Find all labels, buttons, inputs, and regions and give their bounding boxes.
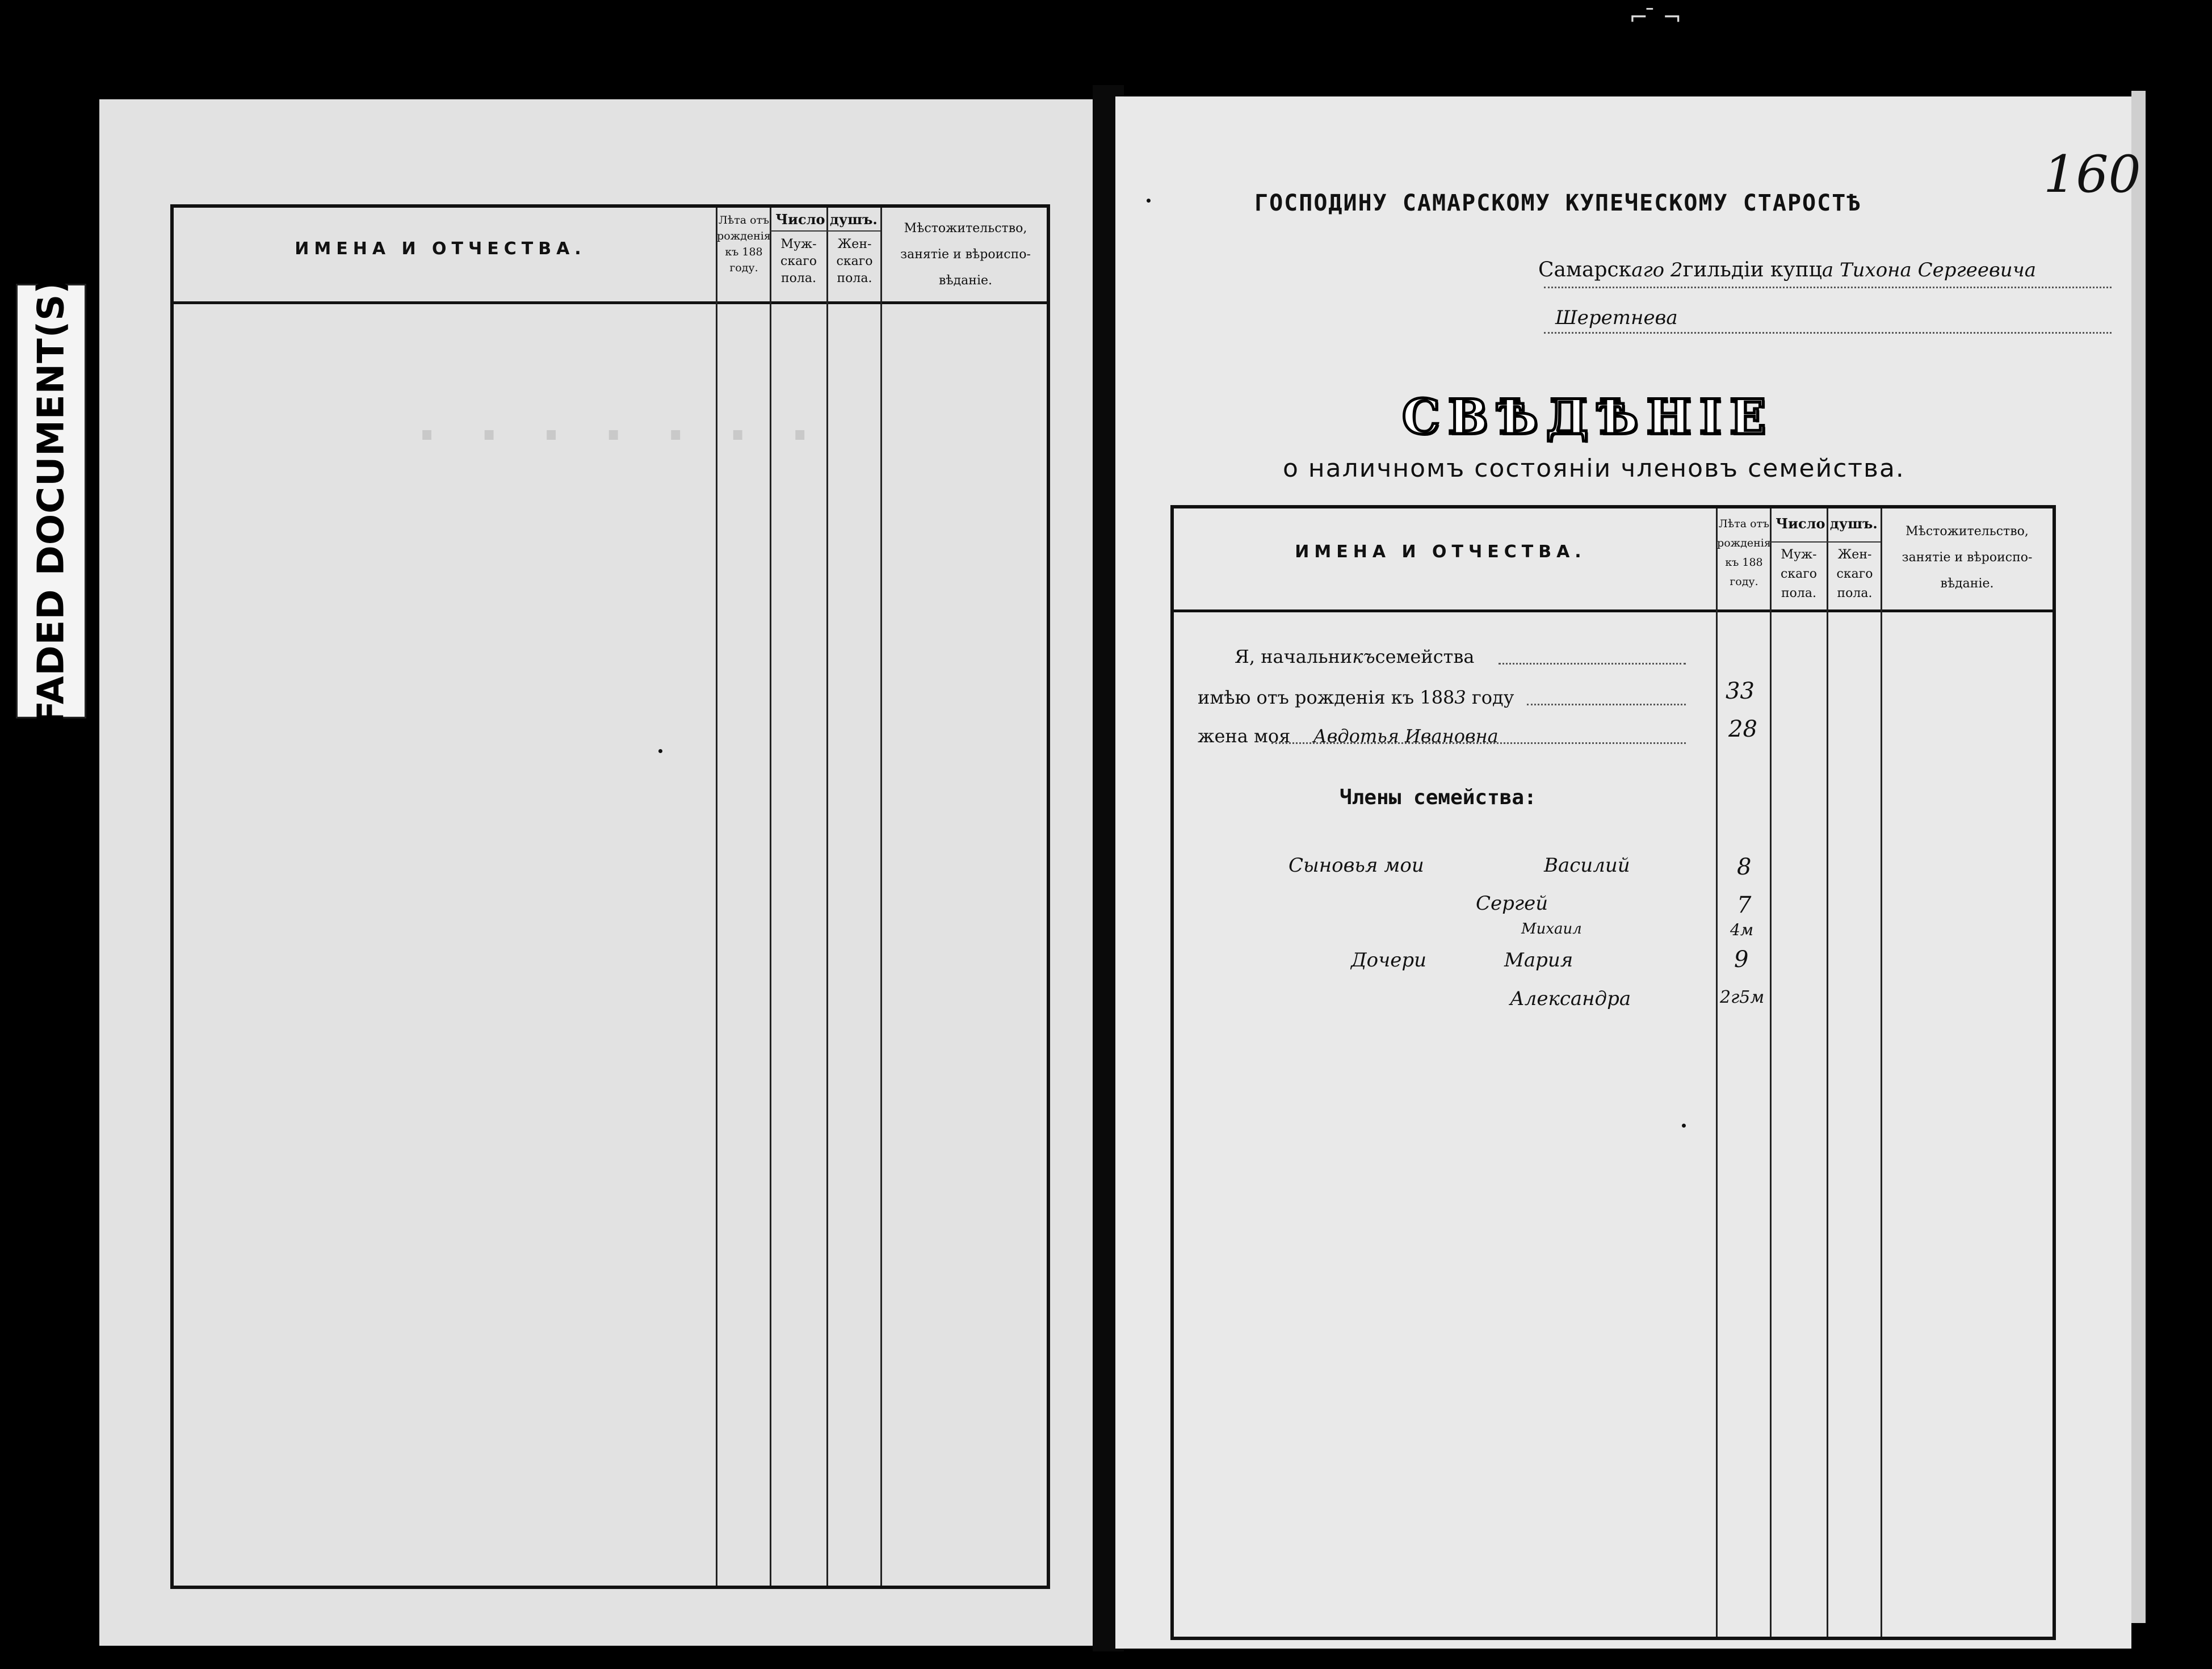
member-name: Мария	[1504, 949, 1573, 972]
document-subtitle: о наличномъ состояніи членовъ семейства.	[1283, 454, 1905, 483]
header-rule	[1174, 609, 2052, 612]
row-rule	[1527, 704, 1686, 705]
years-header: Лѣта отъ рожденія къ 188 году.	[1717, 518, 1771, 588]
wife-age: 28	[1728, 716, 1757, 742]
wife-row: жена моя Авдотья Ивановна	[1198, 725, 1499, 747]
residence-header: Мѣстожительство, занятіе и вѣроиспо- вѣданіе.	[1902, 524, 2033, 591]
speck	[1147, 199, 1151, 203]
member-name: Александра	[1510, 987, 1631, 1010]
address-line: ГОСПОДИНУ САМАРСКОМУ КУПЕЧЕСКОМУ СТАРОСТѢ	[1254, 190, 1862, 216]
left-register-table	[170, 204, 1050, 1589]
member-name: Сергей	[1476, 892, 1548, 915]
page-edges	[2131, 91, 2146, 1623]
male-header: Муж- скаго пола.	[1781, 548, 1817, 600]
top-edge-mark: ⌐ ̄ ¬	[1629, 5, 1682, 31]
residence-header: Мѣстожительство, занятіе и вѣроиспо- вѣданіе.	[900, 221, 1031, 288]
faded-documents-stamp	[16, 276, 86, 726]
row-rule	[1499, 663, 1686, 665]
col-divider	[1716, 508, 1718, 1637]
member-age: 7	[1737, 892, 1752, 918]
surname-line: Шеретнева	[1555, 306, 1678, 329]
souls-header: Число душъ.	[1776, 515, 1878, 532]
members-title: Члены семейства:	[1340, 786, 1537, 809]
souls-rule	[1770, 541, 1881, 543]
member-age: 9	[1734, 947, 1749, 973]
souls-rule	[770, 230, 880, 232]
folio-number: 160	[2043, 145, 2141, 204]
right-register-table	[1170, 505, 2056, 1640]
member-name: Василий	[1544, 854, 1630, 877]
merchant-line-rule	[1544, 287, 2112, 288]
female-header: Жен- скаго пола.	[1836, 548, 1873, 600]
years-header: Лѣта отъ рожденія къ 188 году.	[717, 214, 771, 274]
col-divider	[1881, 508, 1882, 1637]
female-header: Жен- скаго пола.	[836, 237, 873, 285]
stamp-text: FADED DOCUMENT(S)	[30, 276, 72, 726]
document-title: СВѢДѢНІЕ	[1402, 389, 1774, 445]
col-divider	[826, 208, 828, 1586]
col-divider	[716, 208, 717, 1586]
speck	[658, 749, 662, 753]
header-rule	[174, 301, 1047, 304]
row-rule	[1271, 742, 1686, 744]
member-name: Михаил	[1521, 920, 1582, 938]
member-relation: Дочери	[1351, 949, 1427, 972]
col-divider	[880, 208, 882, 1586]
surname-line-rule	[1544, 332, 2112, 334]
birth-year-row: имѣю отъ рожденія къ 1883 году	[1198, 687, 1514, 708]
names-header: ИМЕНА И ОТЧЕСТВА.	[295, 239, 586, 259]
head-age: 33	[1726, 678, 1755, 704]
col-divider	[1827, 508, 1828, 1637]
names-header: ИМЕНА И ОТЧЕСТВА.	[1295, 542, 1586, 562]
male-header: Муж- скаго пола.	[780, 237, 817, 285]
member-relation: Сыновья мои	[1288, 854, 1424, 877]
speck	[1682, 1124, 1686, 1128]
col-divider	[1770, 508, 1772, 1637]
member-age: 2г5м	[1720, 987, 1765, 1007]
col-divider	[770, 208, 771, 1586]
souls-header: Число душъ.	[775, 211, 878, 228]
member-age: 4м	[1730, 920, 1754, 939]
member-age: 8	[1737, 854, 1752, 880]
head-of-family-row: Я, начальникъсемейства	[1235, 646, 1475, 667]
merchant-line: Самарскаго 2гильдіи купца Тихона Сергеевича	[1538, 258, 2037, 281]
ghost-title: · · · · · · ·	[417, 406, 822, 465]
left-page	[99, 99, 1097, 1646]
